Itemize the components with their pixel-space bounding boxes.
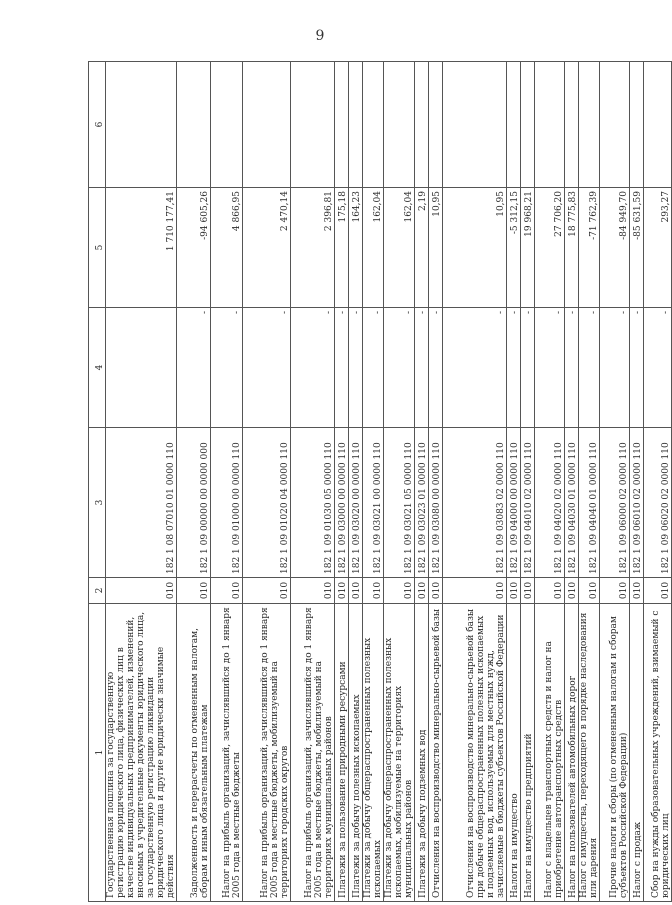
row-col4: - — [579, 308, 600, 428]
row-col4: - — [443, 308, 507, 428]
row-col4: - — [429, 308, 443, 428]
table-row — [443, 62, 507, 902]
row-amount: 175,18 — [335, 188, 349, 308]
row-col6 — [521, 62, 535, 188]
row-budget-code: 182 1 09 03021 05 0000 110 — [384, 428, 415, 578]
row-name: Сбор на нужды образовательных учреждений, взимаемый с юридических лиц — [644, 604, 672, 902]
row-col6 — [579, 62, 600, 188]
row-col6 — [335, 62, 349, 188]
row-col6 — [507, 62, 521, 188]
row-name: Налог с имущества, переходящего в порядке наследования или дарения — [579, 604, 600, 902]
row-budget-code: 182 1 09 03020 00 0000 110 — [349, 428, 363, 578]
row-budget-code: 182 1 09 04030 01 0000 110 — [565, 428, 579, 578]
row-line-code: 010 — [363, 578, 384, 604]
row-line-code: 010 — [429, 578, 443, 604]
table-row — [429, 62, 443, 902]
row-name: Налог с продаж — [630, 604, 644, 902]
row-col4 — [106, 308, 177, 428]
row-name: Налог на имущество предприятий — [521, 604, 535, 902]
row-col6 — [211, 62, 243, 188]
row-amount: -94 605,26 — [177, 188, 211, 308]
row-amount: -85 631,59 — [630, 188, 644, 308]
row-col6 — [363, 62, 384, 188]
row-col4: - — [384, 308, 415, 428]
row-line-code: 010 — [600, 578, 630, 604]
row-amount: -5 312,15 — [507, 188, 521, 308]
row-budget-code: 182 1 09 04010 02 0000 110 — [521, 428, 535, 578]
row-amount: 10,95 — [443, 188, 507, 308]
row-col4: - — [507, 308, 521, 428]
table-row — [415, 62, 429, 902]
row-line-code: 010 — [177, 578, 211, 604]
row-col4: - — [349, 308, 363, 428]
row-line-code: 010 — [384, 578, 415, 604]
row-line-code: 010 — [291, 578, 335, 604]
row-col6 — [535, 62, 565, 188]
table-row — [521, 62, 535, 902]
header-cell: 2 — [89, 578, 106, 604]
table-row — [579, 62, 600, 902]
row-amount: -84 949,70 — [600, 188, 630, 308]
table-row — [565, 62, 579, 902]
row-col4: - — [600, 308, 630, 428]
header-cell: 4 — [89, 308, 106, 428]
row-line-code: 010 — [243, 578, 291, 604]
row-budget-code: 182 1 09 04000 00 0000 110 — [507, 428, 521, 578]
row-col4: - — [363, 308, 384, 428]
row-col4: - — [291, 308, 335, 428]
row-amount: -71 762,39 — [579, 188, 600, 308]
row-amount: 293,27 — [644, 188, 672, 308]
row-col6 — [243, 62, 291, 188]
row-amount: 1 710 177,41 — [106, 188, 177, 308]
table-row — [363, 62, 384, 902]
row-col4: - — [535, 308, 565, 428]
row-line-code: 010 — [579, 578, 600, 604]
table-row — [535, 62, 565, 902]
header-row — [89, 62, 106, 902]
header-cell: 1 — [89, 604, 106, 902]
row-col4: - — [644, 308, 672, 428]
row-col6 — [177, 62, 211, 188]
row-name: Налог на прибыль организаций, зачислявшийся до 1 января 2005 года в местные бюджеты, мобилизуемый на территориях муниципальных районов — [291, 604, 335, 902]
row-col6 — [349, 62, 363, 188]
table-row — [507, 62, 521, 902]
row-name: Платежи за добычу общераспространенных полезных ископаемых, мобилизуемые на территориях муниципальных районов — [384, 604, 415, 902]
row-col4: - — [243, 308, 291, 428]
table-row — [291, 62, 335, 902]
row-name: Платежи за добычу общераспространенных полезных ископаемых — [363, 604, 384, 902]
row-budget-code: 182 1 09 06010 02 0000 110 — [630, 428, 644, 578]
row-budget-code: 182 1 09 03080 00 0000 110 — [429, 428, 443, 578]
row-amount: 162,04 — [384, 188, 415, 308]
table-row — [243, 62, 291, 902]
row-amount: 10,95 — [429, 188, 443, 308]
row-col6 — [630, 62, 644, 188]
row-name: Отчисления на воспроизводство минерально-сырьевой базы при добыче общераспространенных полезных ископаемых и подземных вод, используемых для местных нужд, зачисляемые в бюджеты субъектов Российской Федерации — [443, 604, 507, 902]
row-line-code: 010 — [211, 578, 243, 604]
row-col6 — [600, 62, 630, 188]
row-col4: - — [211, 308, 243, 428]
row-budget-code: 182 1 09 03021 00 0000 110 — [363, 428, 384, 578]
table-row — [600, 62, 630, 902]
row-budget-code: 182 1 08 07010 01 0000 110 — [106, 428, 177, 578]
row-amount: 19 968,21 — [521, 188, 535, 308]
report-table — [88, 61, 672, 902]
row-budget-code: 182 1 09 04020 02 0000 110 — [535, 428, 565, 578]
row-name: Платежи за пользование природными ресурсами — [335, 604, 349, 902]
row-line-code: 010 — [630, 578, 644, 604]
row-budget-code: 182 1 09 06000 02 0000 110 — [600, 428, 630, 578]
row-amount: 27 706,20 — [535, 188, 565, 308]
row-line-code: 010 — [507, 578, 521, 604]
header-cell: 3 — [89, 428, 106, 578]
table-row — [177, 62, 211, 902]
table-row — [384, 62, 415, 902]
row-name: Государственная пошлина за государственную регистрацию юридического лица, физических лиц в качестве индивидуальных предпринимателей, изменений, вносимых в учредительные документы юридического лица, за государственную регистрацию ликвидации юридического лица и другие юридически значимые действия — [106, 604, 177, 902]
row-name: Налоги на имущество — [507, 604, 521, 902]
header-cell: 5 — [89, 188, 106, 308]
row-col6 — [644, 62, 672, 188]
row-name: Платежи за добычу полезных ископаемых — [349, 604, 363, 902]
row-line-code: 010 — [415, 578, 429, 604]
row-line-code: 010 — [106, 578, 177, 604]
row-name: Задолженность и перерасчеты по отмененным налогам, сборам и иным обязательным платежам — [177, 604, 211, 902]
row-col4: - — [521, 308, 535, 428]
row-line-code: 010 — [644, 578, 672, 604]
row-amount: 18 775,83 — [565, 188, 579, 308]
table-row — [349, 62, 363, 902]
row-amount: 2,19 — [415, 188, 429, 308]
table-row — [644, 62, 672, 902]
row-col4: - — [565, 308, 579, 428]
row-col4: - — [335, 308, 349, 428]
row-amount: 2 470,14 — [243, 188, 291, 308]
row-col6 — [415, 62, 429, 188]
row-col6 — [429, 62, 443, 188]
row-col6 — [106, 62, 177, 188]
row-amount: 162,04 — [363, 188, 384, 308]
row-line-code: 010 — [535, 578, 565, 604]
row-amount: 2 396,81 — [291, 188, 335, 308]
row-line-code: 010 — [335, 578, 349, 604]
rotated-table-frame — [88, 62, 671, 902]
row-name: Отчисления на воспроизводство минерально-сырьевой базы — [429, 604, 443, 902]
row-name: Платежи за добычу подземных вод — [415, 604, 429, 902]
row-line-code: 010 — [443, 578, 507, 604]
page-number: 9 — [315, 28, 325, 44]
table-row — [211, 62, 243, 902]
header-cell: 6 — [89, 62, 106, 188]
row-budget-code: 182 1 09 03023 01 0000 110 — [415, 428, 429, 578]
row-amount: 4 866,95 — [211, 188, 243, 308]
row-name: Налог на прибыль организаций, зачислявшийся до 1 января 2005 года в местные бюджеты, мобилизуемый на территориях городских округов — [243, 604, 291, 902]
row-col6 — [291, 62, 335, 188]
row-line-code: 010 — [521, 578, 535, 604]
row-line-code: 010 — [349, 578, 363, 604]
row-budget-code: 182 1 09 04040 01 0000 110 — [579, 428, 600, 578]
row-budget-code: 182 1 09 01030 05 0000 110 — [291, 428, 335, 578]
table-row — [335, 62, 349, 902]
row-amount: 164,23 — [349, 188, 363, 308]
row-budget-code: 182 1 09 03083 02 0000 110 — [443, 428, 507, 578]
row-col4: - — [415, 308, 429, 428]
row-name: Налог на пользователей автомобильных дорог — [565, 604, 579, 902]
row-col6 — [565, 62, 579, 188]
row-name: Прочие налоги и сборы (по отмененным налогам и сборам субъектов Российской Федерации) — [600, 604, 630, 902]
row-name: Налог с владельцев транспортных средств и налог на приобретение автотранспортных средств — [535, 604, 565, 902]
row-name: Налог на прибыль организаций, зачислявшийся до 1 января 2005 года в местные бюджеты — [211, 604, 243, 902]
row-line-code: 010 — [565, 578, 579, 604]
row-budget-code: 182 1 09 03000 00 0000 110 — [335, 428, 349, 578]
row-col4: - — [177, 308, 211, 428]
row-col4: - — [630, 308, 644, 428]
table-row — [630, 62, 644, 902]
table-row — [106, 62, 177, 902]
row-col6 — [443, 62, 507, 188]
row-budget-code: 182 1 09 06020 02 0000 110 — [644, 428, 672, 578]
row-budget-code: 182 1 09 01000 00 0000 110 — [211, 428, 243, 578]
row-budget-code: 182 1 09 01020 04 0000 110 — [243, 428, 291, 578]
row-budget-code: 182 1 09 00000 00 0000 000 — [177, 428, 211, 578]
row-col6 — [384, 62, 415, 188]
